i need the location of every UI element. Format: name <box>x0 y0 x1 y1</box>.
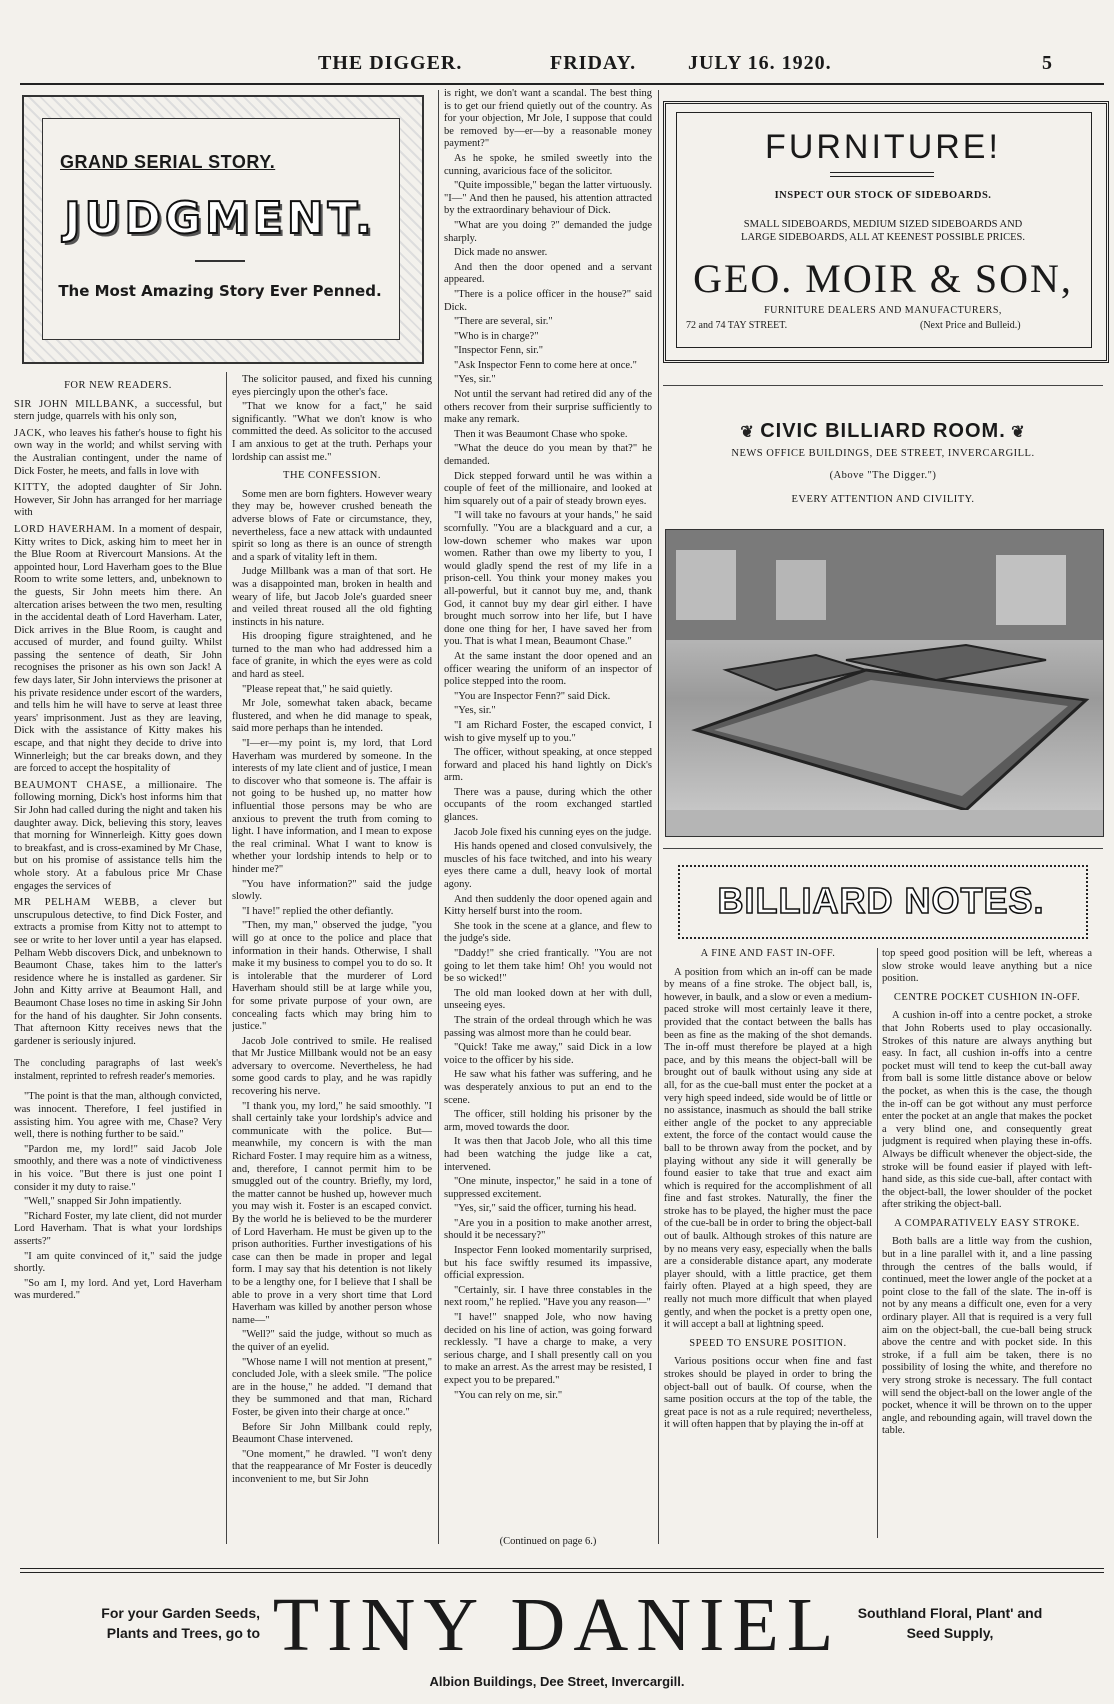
masthead-date: JULY 16. 1920. <box>688 52 832 74</box>
story-paragraph: "What the deuce do you mean by that?" he demanded. <box>444 443 652 468</box>
furniture-address: 72 and 74 TAY STREET. <box>686 320 788 331</box>
bottom-ad-rule <box>20 1568 1104 1573</box>
story-paragraph: "Are you in a position to make another arrest, should it be necessary?" <box>444 1217 652 1242</box>
story-paragraph: "Well?" said the judge, without so much as the quiver of an eyelid. <box>232 1329 432 1353</box>
story-column-3 <box>444 88 652 1528</box>
fnr-entry: SIR JOHN MILLBANK, a successful, but stern judge, quarrels with his only son, <box>14 398 222 423</box>
story-paragraph: His hands opened and closed convulsively, the muscles of his face twitched, and into his weary eyes there came a dull, heavy look of mortal agony. <box>444 841 652 891</box>
civic-attention: EVERY ATTENTION AND CIVILITY. <box>791 494 975 505</box>
story-paragraph: "I am Richard Foster, the escaped convict, I wish to give myself up to you." <box>444 719 652 744</box>
story-paragraph: "One minute, inspector," he said in a tone of suppressed excitement. <box>444 1176 652 1200</box>
story-paragraph: "I have!" snapped Jole, who now having decided on his line of action, was going forward recklessly. "I have a charge to make, a very serious charge, and I shall presently call on you to make an arrest. As the arrest may be resisted, I expect you to be prepared." <box>444 1312 652 1386</box>
story-paragraph: "So am I, my lord. And yet, Lord Haverham was murdered." <box>14 1277 222 1302</box>
story-paragraph: is right, we don't want a scandal. The best thing is to get our friend quietly out of the country. As for your objection, Mr Jole, I suppose that could be removed by—er—by a reasonable money payment?" <box>444 88 652 150</box>
story-paragraph: Then it was Beaumont Chase who spoke. <box>454 428 628 440</box>
story-paragraph: "Daddy!" she cried frantically. "You are not going to let them take him! Oh! you would not be so wicked!" <box>444 948 652 985</box>
notes-paragraph: A position from which an in-off can be made by means of a fine stroke. The object ball, is, however, in baulk, and a slow or even a medium-paced stroke will most certainly leave it there, provided that the contact between the balls has been as fine as the making of the shot demands. The in-off must therefore be played at a high pace, and by this means the object-ball will be brought out of baulk without using any side at all, for as the cue-ball must enter the pocket at a very high speed indeed, side would be of little or no assistance, inasmuch as should the ball strike either angle of the pocket to any appreciable extent, the force of the contact would cause the ball to be thrown away from the pocket, and by playing without any side it will generally be found easier to take that true and exact aim which is required for the accomplishment of all fine and fast strokes. Naturally, the finer the stroke has to be played, the higher must the pace of the cue-ball be in order to bring the object-ball out of baulk. Although strokes of this nature are by no means very easy, especially when the balls are a considerable distance apart, any moderate player should, with a little practice, get them fairly often. Played at a high speed, they are really not much more difficult that when played gently, and when the pocket is a pretty open one, it will accept a ball at lightning speed. <box>664 966 872 1331</box>
story-paragraph: "I will take no favours at your hands," he said scornfully. "You are a blackguard and a cur, a low-down schemer who makes war upon women. Rather than owe my liberty to you, I would gladly spend the rest of my life in a prison-cell. You think your money makes you all-powerful, but it cannot buy me, and, thank God, it cannot buy my dear girl either. I have brought much sorrow into her life, but I have done one thing for her, I have saved her from you. That is what I mean, Beaumont Chase." <box>444 510 652 648</box>
masthead <box>0 52 1114 80</box>
story-paragraph: And then the door opened and a servant appeared. <box>444 261 652 286</box>
concluding-note: The concluding paragraphs of last week's instalment, reprinted to refresh reader's memories. <box>14 1058 222 1082</box>
story-paragraph: He saw what his father was suffering, and he was desperately anxious to put an end to the scene. <box>444 1069 652 1106</box>
story-paragraph: Inspector Fenn looked momentarily surprised, but his face swiftly resumed its impassive, official expression. <box>444 1245 652 1282</box>
story-paragraph: "That we know for a fact," he said significantly. "What we don't know is who committed the deed. As solicitor to the accused I am anxious to get at the truth. Perhaps your lordship can assist me." <box>232 401 432 463</box>
story-paragraph: At the same instant the door opened and an officer wearing the uniform of an inspector of police stepped into the room. <box>444 650 652 688</box>
story-paragraph: "Inspector Fenn, sir." <box>454 345 544 357</box>
story-paragraph: "Then, my man," observed the judge, "you will go at once to the police and place that information in their hands. Otherwise, I shall make it my business to compel you to do so. It is intolerable that the murderer of Lord Haverham should still be at large while you, for some private purpose of your own, are concealing facts which may bring him to justice." <box>232 920 432 1033</box>
fnr-entry: KITTY, the adopted daughter of Sir John. However, Sir John has arranged for her marriage with <box>14 482 222 519</box>
story-paragraph: "Whose name I will not mention at present," concluded Jole, with a sleek smile. "The police are in the house," he added. "I demand that they be summoned and that man, Richard Foster, be given into their charge at once." <box>232 1356 432 1418</box>
story-paragraph: Jacob Jole fixed his cunning eyes on the judge. <box>454 826 652 838</box>
story-paragraph: "Please repeat that," he said quietly. <box>242 683 393 695</box>
story-paragraph: Some men are born fighters. However weary they may be, however crushed beneath the adverse blows of Fate or circumstance, they, nevertheless, face a new attack with undaunted spirit so long as there is an ounce of strength and a spark of vitality left in them. <box>232 488 432 563</box>
furniture-firm: GEO. MOIR & SON, <box>693 256 1073 301</box>
masthead-rule <box>20 83 1104 85</box>
story-paragraph: The solicitor paused, and fixed his cunning eyes piercingly upon the other's face. <box>232 374 432 398</box>
billiard-room-photo-art <box>666 530 1103 836</box>
notes-heading: CENTRE POCKET CUSHION IN-OFF. <box>893 991 1081 1003</box>
story-paragraph: "You have information?" said the judge slowly. <box>232 878 432 903</box>
story-paragraph: "I thank you, my lord," he said smoothly. "I shall certainly take your lordship's advice and communicate with the police. But—meanwhile, my concern is with the man Richard Foster. I may require him as a witness, and, therefore, I cannot permit him to be smuggled out of the country. Briefly, my lord, the matter cannot be hushed up, however much you may wish it. Foster is an escaped convict. By the world he is believed to be the murderer of Lord Haverham. He must be given up to the prison authorities. Further investigations of his case can then be made in proper and legal form. I may say that his detention is not likely to be a lengthy one, for I believe that I shall be able to prove in a very short time that Lord Haverham was killed by another person whose name—" <box>232 1100 432 1326</box>
story-paragraph: "There is a police officer in the house?" said Dick. <box>444 288 652 313</box>
continued-note: (Continued on page 6.) <box>499 1536 597 1547</box>
story-paragraph: "I am quite convinced of it," said the judge shortly. <box>14 1250 222 1275</box>
furniture-title: FURNITURE! <box>765 128 1001 166</box>
masthead-paper: THE DIGGER. <box>318 52 463 74</box>
furniture-next-to: (Next Price and Bulleid.) <box>920 320 1021 331</box>
story-paragraph: "Yes, sir." <box>454 374 496 386</box>
story-paragraph: "Pardon me, my lord!" said Jacob Jole smoothly, and there was a note of vindictiveness in his voice. "But there is just one point I consider it my duty to raise." <box>14 1143 222 1193</box>
story-column-1 <box>14 374 222 1544</box>
bottom-ad-right: Southland Floral, Plant' and Seed Supply, <box>857 1605 1043 1641</box>
story-paragraph: "Ask Inspector Fenn to come here at once." <box>454 359 637 371</box>
story-paragraph: "You are Inspector Fenn?" said Dick. <box>454 690 611 702</box>
fnr-entry: MR PELHAM WEBB, a clever but unscrupulous detective, to find Dick Foster, and extracts a promise from Kitty not to attempt to see or write to her lover until a year has elapsed. Pelham Webb discovers Dick, and unbeknown to Beaumont Chase, takes him to the latter's residence where he is installed as gardener. Sir John and Kitty arrive at Beaumont Hall, and Beaumont Chase loses no time in asking Sir John for the hand of his daughter. Sir John consents. That afternoon Kitty receives news that the gardener is seriously injured. <box>14 897 222 1047</box>
story-paragraph: "Richard Foster, my late client, did not murder Lord Haverham. That is what your lordships asserts?" <box>14 1210 222 1247</box>
furniture-description: SMALL SIDEBOARDS, MEDIUM SIZED SIDEBOARDS AND LARGE SIDEBOARDS, ALL AT KEENEST POSSIBLE PRICES. <box>741 219 1025 243</box>
fnr-heading: FOR NEW READERS. <box>64 380 172 391</box>
story-paragraph: It was then that Jacob Jole, who all this time had been watching the judge like a cat, intervened. <box>444 1136 652 1173</box>
story-paragraph: The old man looked down at her with dull, unseeing eyes. <box>444 987 652 1012</box>
notes-heading: A FINE AND FAST IN-OFF. <box>700 948 836 959</box>
story-paragraph: "Well," snapped Sir John impatiently. <box>24 1196 182 1208</box>
furniture-dealers: FURNITURE DEALERS AND MANUFACTURERS, <box>764 305 1002 316</box>
story-paragraph: "Quick! Take me away," said Dick in a low voice to the officer by his side. <box>444 1042 652 1066</box>
story-paragraph: "Yes, sir." <box>454 705 496 717</box>
story-paragraph: The strain of the ordeal through which he was passing was almost more than he could bear. <box>444 1014 652 1039</box>
billiard-notes-column-b <box>882 948 1092 1538</box>
fnr-entry: BEAUMONT CHASE, a millionaire. The following morning, Dick's host informs him that Sir John had called during the night and taken his daughter away. Dick, believing this story, leaves that morning for Winnerleigh. Kitty goes down to breakfast, and is cross-examined by Mr Chase, but on his promise of assistance tells him the whole story. At a fabulous price Mr Chase engages the services of <box>14 779 222 892</box>
story-paragraph: "The point is that the man, although convicted, was innocent. Therefore, I feel justified in assisting him. You agree with me, Chase? Very well, there is nothing further to be said." <box>14 1091 222 1141</box>
story-paragraph: As he spoke, he smiled sweetly into the cunning, avaricious face of the solicitor. <box>444 152 652 177</box>
section-rule <box>663 385 1103 386</box>
story-column-2 <box>232 374 432 1544</box>
civic-address: NEWS OFFICE BUILDINGS, DEE STREET, INVERCARGILL. <box>731 448 1035 459</box>
fnr-entry: JACK, who leaves his father's house to fight his own way in the world; and whilst serving with the Australian contingent, under the name of Dick Foster, he meets, and falls in love with <box>14 427 222 477</box>
notes-paragraph: top speed good position will be left, whereas a slow stroke would leave anything but a nice position. <box>882 948 1092 985</box>
story-paragraph: The officer, without speaking, at once stepped forward and placed his hand lightly on Dick's arm. <box>444 747 652 784</box>
confession-heading: THE CONFESSION. <box>283 470 381 482</box>
story-paragraph: Dick made no answer. <box>454 247 548 259</box>
story-paragraph: "Who is in charge?" <box>454 330 539 342</box>
flourish-icon: ❦ <box>740 424 761 441</box>
billiard-room-photo <box>665 529 1104 837</box>
story-paragraph: Jacob Jole contrived to smile. He realised that Mr Justice Millbank would not be an easy adversary to overcome. Nevertheless, he had some good cards to play, and he was rapidly recovering his nerve. <box>232 1035 432 1098</box>
column-rule <box>877 948 878 1538</box>
story-paragraph: "Yes, sir," said the officer, turning his head. <box>454 1203 637 1215</box>
bottom-ad-left: For your Garden Seeds, Plants and Trees, go to <box>101 1605 260 1641</box>
story-paragraph: Dick stepped forward until he was within a couple of feet of the millionaire, and looked at him squarely out of a pair of steady brown eyes. <box>444 470 652 507</box>
story-paragraph: Mr Jole, somewhat taken aback, became flustered, and when he did manage to speak, said more perhaps than he intended. <box>232 698 432 735</box>
bottom-ad-name: TINY DANIEL <box>272 1583 842 1667</box>
story-paragraph: "I—er—my point is, my lord, that Lord Haverham was murdered by someone. In the interests of my late client and of justice, I mean to discover who that someone is. The affair is not going to be hushed up, no matter how influential those persons may be who are anxious to prevent the truth from coming to light. I have information, and I mean to expose the real criminal. What I want to know is whether your lordship intends to help or to hinder me?" <box>232 738 432 875</box>
serial-subtitle: The Most Amazing Story Ever Penned. <box>58 282 382 300</box>
story-paragraph: And then suddenly the door opened again and Kitty herself burst into the room. <box>444 893 652 918</box>
story-paragraph: His drooping figure straightened, and he turned to the man who had addressed him a face of granite, in which the eyes were as cold and hard as steel. <box>232 631 432 681</box>
story-paragraph: There was a pause, during which the other occupants of the room exchanged startled glances. <box>444 786 652 824</box>
story-paragraph: "There are several, sir." <box>454 316 553 328</box>
civic-title: ❦ CIVIC BILLIARD ROOM. ❦ <box>740 420 1026 442</box>
story-paragraph: "What are you doing ?" demanded the judge sharply. <box>444 219 652 244</box>
story-paragraph: The officer, still holding his prisoner by the arm, moved towards the door. <box>444 1109 652 1133</box>
furniture-rule <box>830 172 934 177</box>
notes-heading: A COMPARATIVELY EASY STROKE. <box>894 1217 1080 1229</box>
column-rule <box>226 372 227 1544</box>
masthead-day: FRIDAY. <box>550 52 637 74</box>
billiard-notes-title: BILLIARD NOTES. <box>717 880 1045 921</box>
notes-heading: SPEED TO ENSURE POSITION. <box>689 1337 847 1349</box>
column-rule <box>658 90 659 1544</box>
column-rule <box>438 90 439 1544</box>
story-paragraph: "One moment," he drawled. "I won't deny that the reappearance of Mr Foster is deucedly inconvenient to me, but Sir John <box>232 1448 432 1485</box>
serial-divider <box>195 260 245 262</box>
notes-paragraph: Both balls are a little way from the cushion, but in a line parallel with it, and a line passing through the centres of the balls would, if continued, meet the lower angle of the pocket at a point close to the fall of the slate. The in-off is not by any means a difficult one, even for a very ordinary player. All that is required is a very full aim on the object-ball, the cue-ball being struck above the centre and with pocket side. In this stroke, if a full aim be taken, there is no possibility of losing the white, and therefore no very strong stroke is necessary. The full contact will send the object-ball on the lower angle of the pocket, whence it will be thrown on to the upper angle, and rebounding again, will travel down the table. <box>882 1236 1092 1437</box>
flourish-icon: ❦ <box>1005 424 1026 441</box>
story-paragraph: Judge Millbank was a man of that sort. He was a disappointed man, broken in health and weary of life, but Jacob Jole's guarded sneer and veiled threat roused all the old fighting instincts in his nature. <box>232 566 432 628</box>
fnr-entry: LORD HAVERHAM. In a moment of despair, Kitty writes to Dick, asking him to meet her in the Blue Room at Rivercourt Mansions. At the appointed hour, Lord Haverham goes to the Blue Room to write some letters, and, unbeknown to the guests, Sir John meets him there. An altercation arises between the two men, resulting in the accidental death of Lord Haverham. Later, Dick arrives in the Blue Room, is caught and accused of murder, and found guilty. Whilst passing the sentence of death, Sir John recognises the prisoner as his own son Jack! A few days later, Sir John interviews the prisoner at his private residence under escort of the warders, and tells him he will have to serve at least three years' imprisonment. Just as they are leaving, Dick with the assistance of Kitty makes his escape, and that night they decide to drive into Winnerleigh; but the car breaks down, and they are forced to accept the hospitality of <box>14 523 222 775</box>
story-paragraph: "Quite impossible," began the latter virtuously. "I—" And then he paused, his attention attracted by the extraordinary behaviour of Dick. <box>444 180 652 217</box>
story-paragraph: "You can rely on me, sir." <box>454 1389 563 1401</box>
story-paragraph: Not until the servant had retired did any of the others recover from their surprise sufficiently to make any remark. <box>444 389 652 426</box>
story-paragraph: "I have!" replied the other defiantly. <box>242 905 394 917</box>
story-paragraph: She took in the scene at a glance, and flew to the judge's side. <box>444 920 652 945</box>
civic-above: (Above "The Digger.") <box>829 470 937 481</box>
furniture-inspect: INSPECT OUR STOCK OF SIDEBOARDS. <box>774 190 992 201</box>
notes-paragraph: A cushion in-off into a centre pocket, a stroke that John Roberts used to play occasionally. Strokes of this nature are always anything but easy. In fact, all cushion in-offs into a centre pocket must will tend to keep the cut-ball away from ball is some little distance above or below the pocket, as when this is the case, the though the in-off can be got without any must perforce enter the pocket at an angle that makes the pocket a very blind one, and consequently great judgment is required when playing these in-offs. Always be difficult whenever the object-side, the stroke will be found easier if played with left-hand side, as this side cue-ball, after contact with the object-ball, the lower shoulder of the pocket after striking the object-ball. <box>882 1010 1092 1211</box>
billiard-notes-column-a <box>664 948 872 1538</box>
bottom-ad-address: Albion Buildings, Dee Street, Invercargill. <box>429 1674 685 1689</box>
story-paragraph: Before Sir John Millbank could reply, Beaumont Chase intervened. <box>232 1421 432 1446</box>
section-rule <box>663 848 1103 849</box>
serial-title: JUDGMENT. <box>64 193 376 244</box>
story-paragraph: "Certainly, sir. I have three constables in the next room," he replied. "Have you any reason—" <box>444 1284 652 1309</box>
notes-paragraph: Various positions occur when fine and fast strokes should be played in order to bring the object-ball out of baulk. Of course, when the same position occurs at the top of the table, the great pace is not as a rule required; nevertheless, it will often happen that by playing the in-off at <box>664 1356 872 1431</box>
page-number: 5 <box>1042 52 1053 74</box>
serial-kicker: GRAND SERIAL STORY. <box>60 152 276 172</box>
